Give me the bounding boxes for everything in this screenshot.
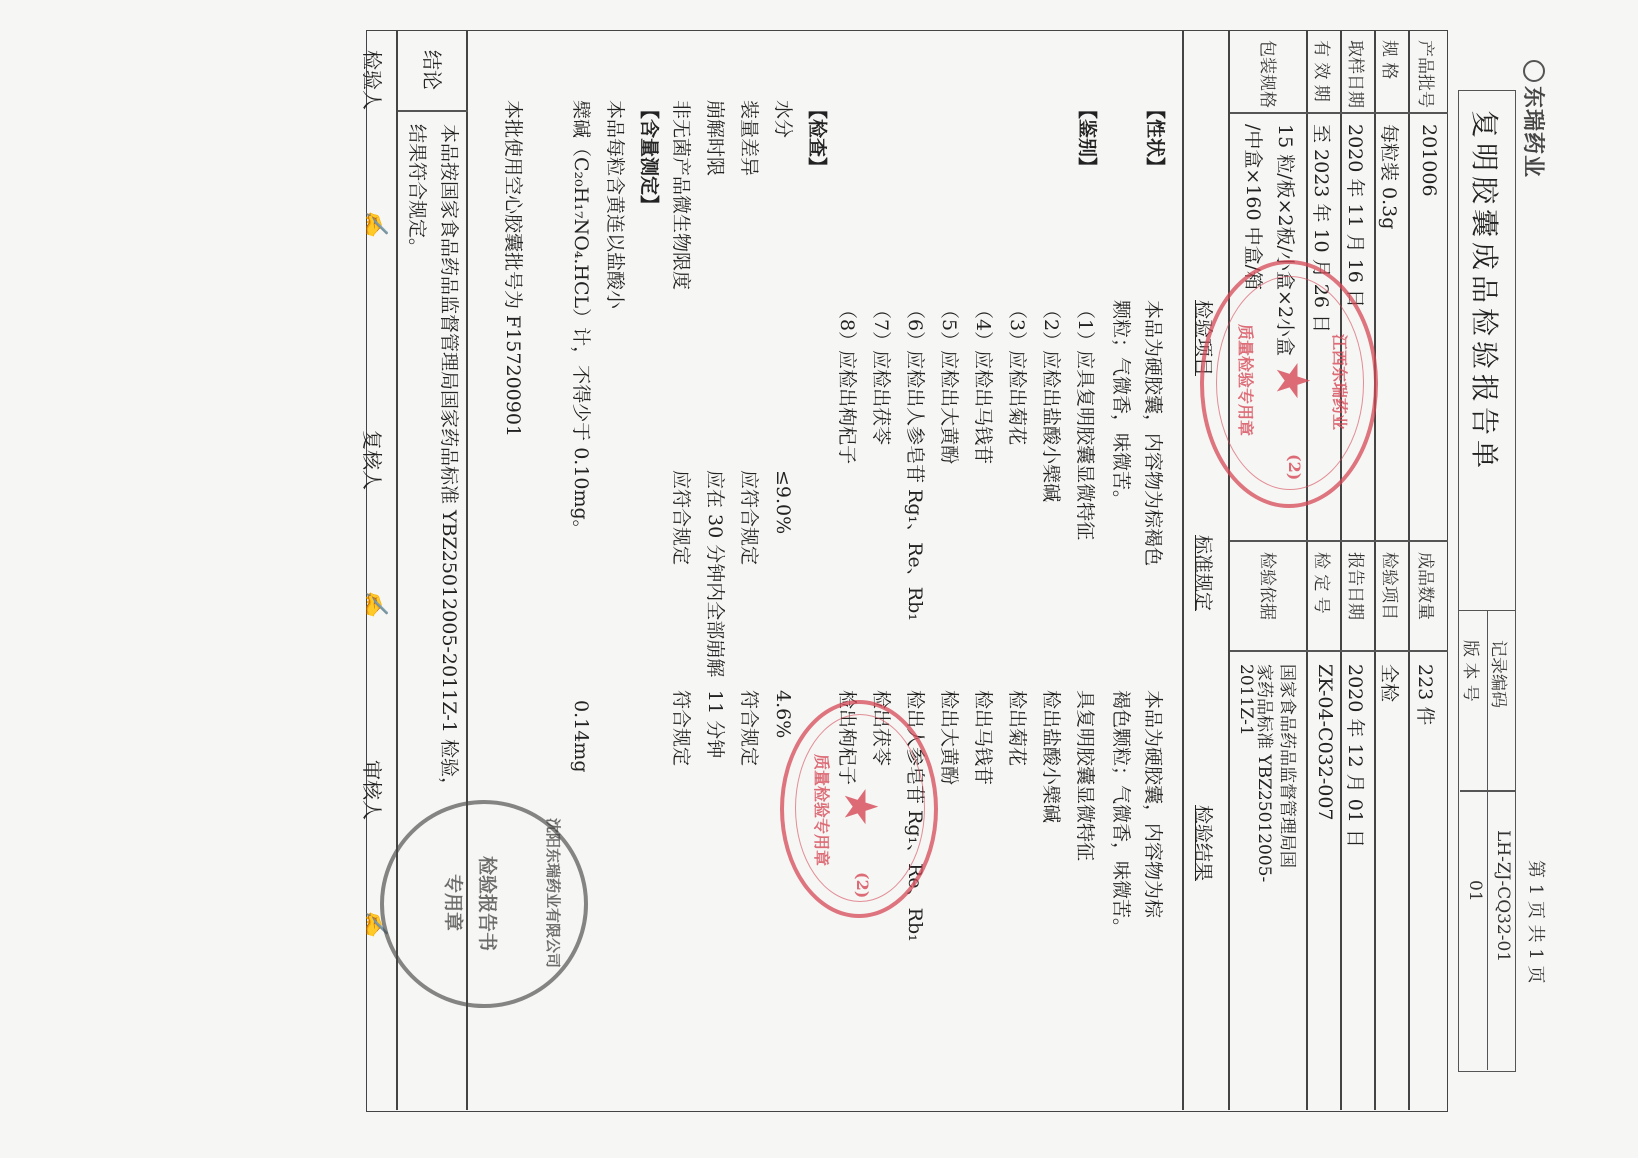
grid-line	[1230, 540, 1448, 542]
section-assay: 【含量测定】	[638, 100, 660, 215]
report-date-label: 报告日期	[1345, 552, 1365, 620]
inspector-signature: ✍	[363, 210, 388, 238]
insp-result-3: 11 分钟	[704, 690, 726, 759]
black-stamp-inner1: 检验报告书	[476, 856, 498, 952]
version-value: 01	[1465, 880, 1485, 902]
character-standard-line2: 颗粒；气微香，味微苦。	[1110, 300, 1132, 510]
id-result-2: 检出盐酸小檗碱	[1040, 690, 1062, 824]
basis-label: 检验依据	[1257, 552, 1277, 620]
id-result-8: 检出枸杞子	[836, 690, 858, 786]
record-no-label: 记录编码	[1488, 640, 1508, 708]
grid-line	[1230, 650, 1448, 652]
check-no-value: ZK-04-C032-007	[1314, 664, 1336, 821]
grid-line	[1183, 30, 1185, 1110]
stamp-number: (2)	[1285, 454, 1304, 481]
grid-line	[1230, 112, 1448, 114]
insp-result-1: 4.6%	[772, 690, 794, 739]
assay-line2: 檗碱（C₂₀H₁₇NO₄.HCL）计，不得少于 0.10mg。	[570, 100, 592, 539]
col-header-result: 检验结果	[1192, 805, 1214, 882]
stamp-top-text: 江西东瑞药业	[1330, 334, 1349, 431]
black-stamp-inner2: 专用章	[442, 874, 464, 932]
insp-standard-3: 应在 30 分钟内全部崩解	[704, 470, 726, 678]
black-stamp-ring-text: 沈阳东瑞药业有限公司	[544, 818, 562, 969]
id-standard-3: （3）应检出菊花	[1006, 300, 1028, 446]
red-quality-stamp-2	[780, 700, 938, 918]
character-standard-line1: 本品为硬胶囊，内容物为棕褐色	[1142, 300, 1164, 567]
insp-standard-4: 应符合规定	[670, 470, 692, 566]
sample-date-value: 2020 年 11 月 16 日	[1344, 124, 1366, 308]
logo-circle-icon	[1523, 60, 1545, 82]
id-result-7: 检出茯苓	[870, 690, 892, 767]
grid-line	[398, 110, 468, 112]
conclusion-label: 结论	[420, 50, 444, 90]
id-standard-7: （7）应检出茯苓	[870, 300, 892, 446]
grid-line	[1375, 30, 1377, 1110]
stamp-bottom-text: 质量检验专用章	[1236, 324, 1255, 437]
col-header-item: 检验项目	[1192, 300, 1214, 377]
reviewer-signature: ✍	[363, 590, 388, 618]
package-line2: /中盒×160 中盒/箱	[1242, 124, 1264, 291]
item-label: 检验项目	[1379, 552, 1399, 620]
basis-line1: 国家食品药品监督管理局国	[1277, 664, 1297, 868]
section-character: 【性状】	[1144, 100, 1166, 177]
company-logo	[1519, 60, 1550, 178]
batch-label: 产品批号	[1415, 40, 1435, 108]
expiry-value: 至 2023 年 10 月 26 日	[1310, 124, 1332, 333]
id-result-5: 检出大黄酚	[938, 690, 960, 786]
id-result-1: 具复明胶囊显微特征	[1074, 690, 1096, 862]
star-icon: ★	[834, 786, 888, 828]
insp-name-1: 水分	[772, 100, 794, 139]
basis-line3: 2011Z-1	[1236, 664, 1256, 736]
stamp-bottom-text: 质量检验专用章	[812, 754, 831, 867]
conclusion-line1: 本品按国家食品药品监督管理局国家药品标准 YBZ25012005-2011Z-1 检验，	[438, 124, 460, 796]
package-label: 包装规格	[1257, 40, 1277, 108]
id-standard-2: （2）应检出盐酸小檗碱	[1040, 300, 1062, 503]
grid-line	[1341, 30, 1343, 1110]
spec-label: 规 格	[1379, 40, 1399, 80]
check-no-label: 检 定 号	[1311, 552, 1331, 614]
insp-name-4: 非无菌产品微生物限度	[670, 100, 692, 291]
sample-date-label: 取样日期	[1345, 40, 1365, 108]
inspector-label: 检验人	[360, 50, 384, 110]
section-identification: 【鉴别】	[1076, 100, 1098, 177]
grid-line	[1307, 30, 1309, 1110]
approver-signature: ✍	[363, 910, 388, 938]
id-result-3: 检出菊花	[1006, 690, 1028, 767]
character-result-line1: 本品为硬胶囊，内容物为棕	[1142, 690, 1164, 919]
stamp-number: (2)	[853, 872, 872, 899]
insp-standard-1: ≤9.0%	[772, 470, 794, 535]
page-title: 复明胶囊成品检验报告单	[1468, 110, 1501, 474]
insp-standard-2: 应符合规定	[738, 470, 760, 566]
id-standard-4: （4）应检出马钱苷	[972, 300, 994, 465]
approver-label: 审核人	[360, 760, 384, 820]
star-icon: ★	[1266, 360, 1320, 402]
black-inspection-stamp	[380, 800, 588, 1008]
id-result-6: 检出人参皂苷 Rg₁、Re、Rb₁	[904, 690, 926, 942]
character-result-line2: 褐色颗粒；气微香，味微苦。	[1110, 690, 1132, 938]
quantity-label: 成品数量	[1415, 552, 1435, 620]
report-date-value: 2020 年 12 月 01 日	[1344, 664, 1366, 848]
insp-result-4: 符合规定	[670, 690, 692, 767]
package-line1: 15 粒/板×2板/小盒×2小盒	[1274, 124, 1296, 357]
id-result-4: 检出马钱苷	[972, 690, 994, 786]
id-standard-8: （8）应检出枸杞子	[836, 300, 858, 465]
batch-value: 201006	[1418, 124, 1440, 197]
spec-value: 每粒装 0.3g	[1378, 124, 1400, 230]
section-inspection: 【检查】	[806, 100, 828, 177]
conclusion-line2: 结果符合规定。	[406, 124, 428, 258]
record-divider	[1460, 790, 1516, 792]
insp-result-2: 符合规定	[738, 690, 760, 767]
page-info: 第 1 页 共 1 页	[1525, 860, 1546, 984]
version-label: 版 本 号	[1460, 640, 1480, 702]
insp-name-2: 装量差异	[738, 100, 760, 177]
expiry-label: 有 效 期	[1311, 40, 1331, 102]
item-value: 全检	[1378, 664, 1400, 703]
assay-line1: 本品每粒含黄连以盐酸小	[604, 100, 626, 310]
capsule-note: 本批使用空心胶囊批号为 F157200901	[502, 100, 524, 438]
id-standard-1: （1）应具复明胶囊显微特征	[1074, 300, 1096, 541]
grid-line	[1229, 30, 1231, 1110]
id-standard-5: （5）应检出大黄酚	[938, 300, 960, 465]
red-quality-stamp	[1200, 260, 1378, 508]
id-standard-6: （6）应检出人参皂苷 Rg₁、Re、Rb₁	[904, 300, 926, 621]
assay-result: 0.14mg	[570, 700, 592, 773]
grid-line	[1409, 30, 1411, 1110]
basis-line2: 家药品标准 YBZ25012005-	[1254, 664, 1274, 883]
company-name: 东瑞药业	[1520, 86, 1546, 179]
col-header-standard: 标准规定	[1192, 535, 1214, 612]
record-no-value: LH-ZJ-CQ32-01	[1493, 830, 1513, 963]
insp-name-3: 崩解时限	[704, 100, 726, 177]
quantity-value: 223 件	[1414, 664, 1436, 726]
reviewer-label: 复核人	[360, 430, 384, 490]
